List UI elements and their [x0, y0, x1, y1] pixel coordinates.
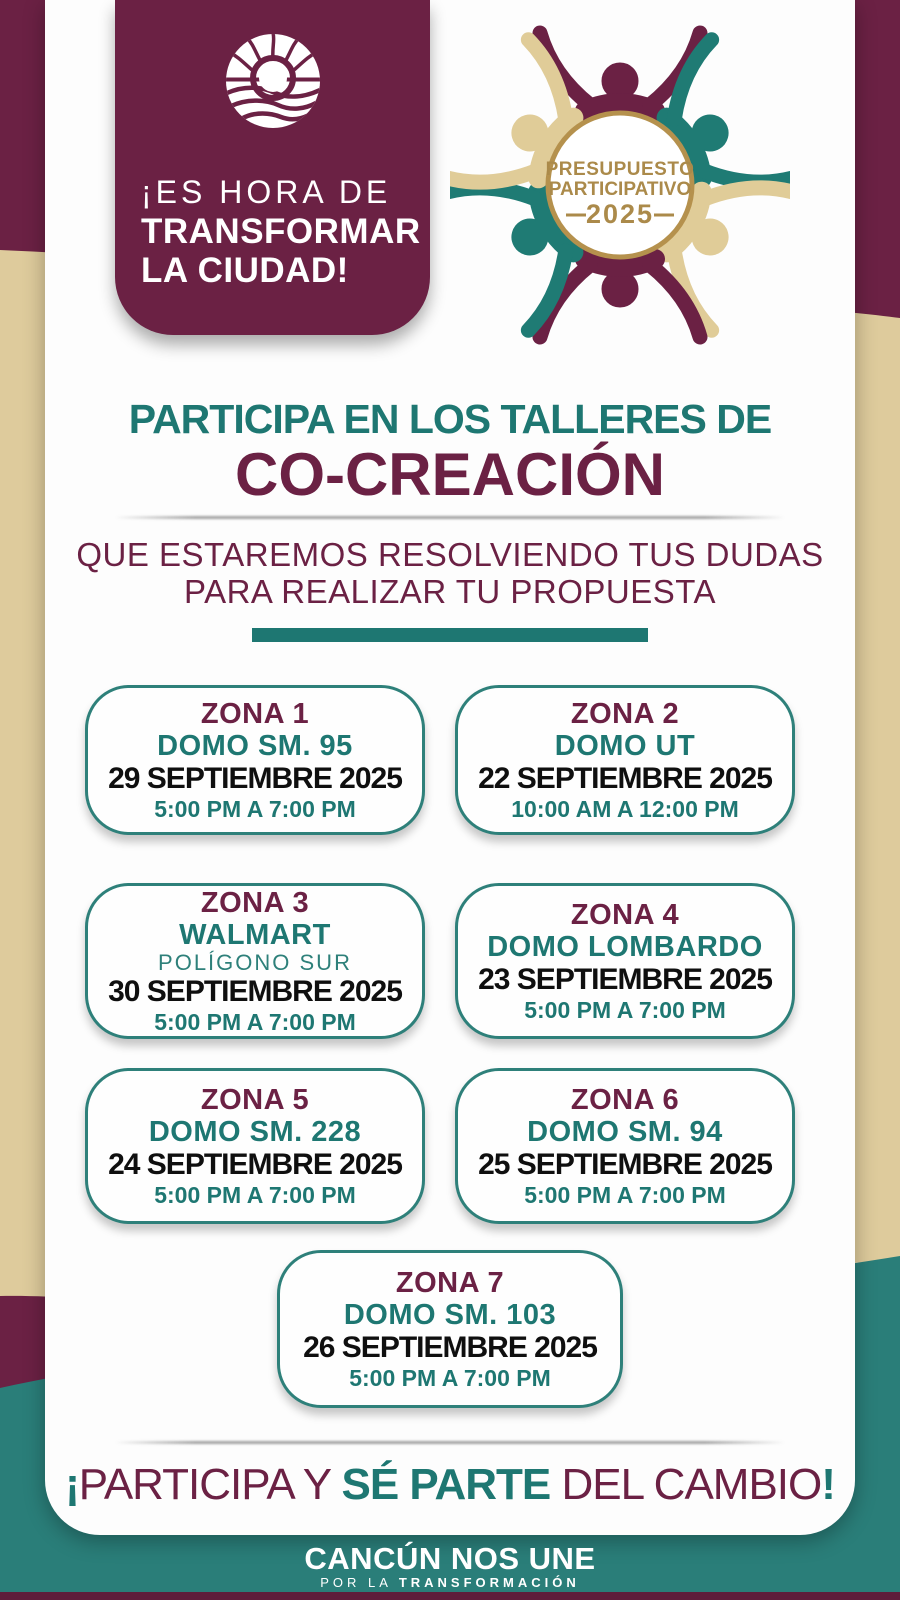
zone-venue: WALMART	[179, 918, 331, 951]
footer-tagline	[0, 1575, 900, 1590]
presupuesto-participativo-logo-icon	[450, 15, 790, 355]
zone-name: ZONA 2	[570, 697, 680, 730]
cta-text	[0, 1460, 900, 1510]
zone-time: 5:00 PM A 7:00 PM	[154, 1008, 356, 1035]
cta-highlight: SÉ PARTE	[341, 1460, 551, 1509]
footer-brand: CANCÚN NOS UNE	[304, 1541, 596, 1576]
cta-part-2: DEL CAMBIO	[550, 1460, 822, 1509]
main-title-line-1: PARTICIPA EN LOS TALLERES DE	[128, 396, 772, 442]
zone-date: 26 SEPTIEMBRE 2025	[303, 1330, 597, 1364]
zone-date: 24 SEPTIEMBRE 2025	[108, 1147, 402, 1181]
zone-name: ZONA 4	[570, 898, 680, 931]
hero-banner	[115, 0, 430, 335]
zone-venue-sub: POLÍGONO SUR	[158, 949, 352, 975]
zone-time: 5:00 PM A 7:00 PM	[524, 1181, 726, 1208]
zone-time: 5:00 PM A 7:00 PM	[154, 795, 356, 822]
zone-date: 29 SEPTIEMBRE 2025	[108, 761, 402, 795]
subtitle-line-2: PARA REALIZAR TU PROPUESTA	[184, 573, 716, 610]
subtitle	[0, 536, 900, 610]
zone-card-3	[85, 883, 425, 1039]
zone-card-2	[455, 685, 795, 835]
zone-time: 5:00 PM A 7:00 PM	[524, 996, 726, 1023]
divider-line-top	[115, 516, 785, 519]
zone-date: 23 SEPTIEMBRE 2025	[478, 962, 772, 996]
zone-date: 22 SEPTIEMBRE 2025	[478, 761, 772, 795]
zone-card-1	[85, 685, 425, 835]
zone-venue: DOMO UT	[554, 729, 696, 762]
footer-tagline-light: POR LA	[320, 1575, 399, 1590]
zone-venue: DOMO SM. 94	[527, 1115, 723, 1148]
divider-line-bottom	[115, 1441, 785, 1444]
municipal-sun-water-icon	[181, 31, 365, 131]
subtitle-line-1: QUE ESTAREMOS RESOLVIENDO TUS DUDAS	[76, 536, 824, 573]
cta-exclaim-close: !	[821, 1460, 835, 1509]
zone-venue: DOMO SM. 95	[157, 729, 353, 762]
zone-name: ZONA 5	[200, 1083, 310, 1116]
zone-date: 25 SEPTIEMBRE 2025	[478, 1147, 772, 1181]
zone-venue: DOMO SM. 228	[148, 1115, 362, 1148]
footer-tagline-bold: TRANSFORMACIÓN	[398, 1575, 580, 1590]
zone-date: 30 SEPTIEMBRE 2025	[108, 974, 402, 1008]
cta-part-1: PARTICIPA Y	[78, 1460, 342, 1509]
zone-card-5	[85, 1068, 425, 1224]
teal-accent-bar	[252, 628, 648, 642]
bg-maroon-bottom-strip	[0, 1592, 900, 1600]
zone-card-6	[455, 1068, 795, 1224]
zone-venue: DOMO LOMBARDO	[487, 930, 763, 963]
hero-line-2: TRANSFORMAR	[141, 212, 421, 251]
pp-logo-line-2: PARTICIPATIVO	[548, 179, 692, 200]
zone-name: ZONA 3	[200, 886, 310, 919]
hero-line-1: ¡ES HORA DE	[141, 174, 392, 210]
cta-exclaim-open: ¡	[65, 1460, 79, 1509]
zone-card-4	[455, 883, 795, 1039]
hero-line-3: LA CIUDAD!	[141, 251, 349, 290]
zone-name: ZONA 7	[395, 1266, 505, 1299]
main-title-line-2: CO-CREACIÓN	[235, 441, 665, 508]
zone-venue: DOMO SM. 103	[343, 1298, 557, 1331]
pp-logo-line-1: PRESUPUESTO	[545, 159, 695, 180]
zone-card-7	[277, 1250, 623, 1408]
zone-name: ZONA 1	[200, 697, 310, 730]
pp-logo-year: 2025	[585, 199, 655, 229]
zone-time: 10:00 AM A 12:00 PM	[511, 795, 739, 822]
zone-time: 5:00 PM A 7:00 PM	[349, 1364, 551, 1391]
zone-time: 5:00 PM A 7:00 PM	[154, 1181, 356, 1208]
zone-name: ZONA 6	[570, 1083, 680, 1116]
hero-text	[141, 172, 421, 290]
